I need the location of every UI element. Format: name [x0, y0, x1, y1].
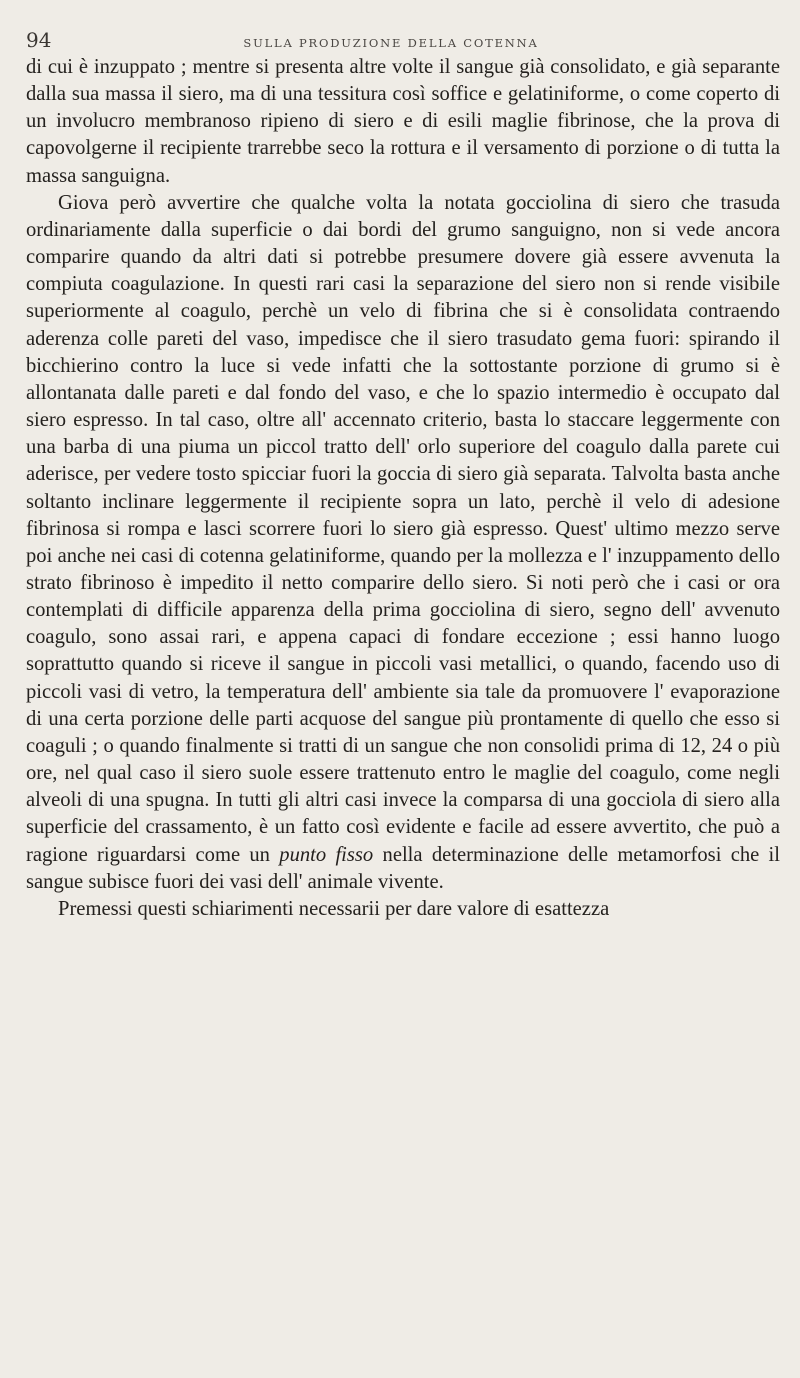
- paragraph-3-text: Premessi questi schiarimenti necessarii per dare valore di esattezza: [58, 897, 610, 920]
- paragraph-2-text: Giova però avvertire che qualche volta la notata gocciolina di siero che trasuda ordinariamente dalla superficie o dai bordi del grumo sanguigno, non si vede ancora comparire quando da altri dati si potrebbe presumere dovere già essere avvenuta la compiuta coagulazione. In questi rari casi la separazione del siero non si rende visibile superiormente al coagulo, perchè un velo di fibrina che si è consolidata contraendo aderenza colle pareti del vaso, impedisce che il siero trasudato gema fuori: spirando il bicchierino contro la luce si vede infatti che la sottostante porzione di grumo si è allontanata dalle pareti e dal fondo del vaso, e che lo spazio intermedio è occupato dal siero espresso. In tal caso, oltre all' accennato criterio, basta lo staccare leggermente con una barba di una piuma un piccol tratto dell' orlo superiore del coagulo dalla parete cui aderisce, per vedere tosto spicciar fuori la goccia di siero già separata. Talvolta basta anche soltanto inclinare leggermente il recipiente sopra un lato, perchè il velo di adesione fibrinosa si rompa e lasci scorrere fuori lo siero già espresso. Quest' ultimo mezzo serve poi anche nei casi di cotenna gelatiniforme, quando per la mollezza e l' inzuppamento dello strato fibrinoso è impedito il netto comparire dello siero. Si noti però che i casi or ora contemplati di difficile apparenza della prima gocciolina di siero, segno dell' avvenuto coagulo, sono assai rari, e appena capaci di fondare eccezione ; essi hanno luogo soprattutto quando si riceve il sangue in piccoli vasi metallici, o quando, facendo uso di piccoli vasi di vetro, la temperatura dell' ambiente sia tale da promuovere l' evaporazione di una certa porzione delle parti acquose del sangue più prontamente di quello che esso si coaguli ; o quando finalmente si tratti di un sangue che non consolidi prima di 12, 24 o più ore, nel qual caso il siero suole essere trattenuto entro le maglie del coagulo, come negli alveoli di una spugna. In tutti gli altri casi invece la comparsa di una gocciola di siero alla superficie del crassamento, è un fatto così evidente e facile ad essere avvertito, che può a ragione riguardarsi come un: [26, 191, 780, 866]
- running-head: [26, 28, 780, 52]
- paragraph-3: [26, 896, 780, 923]
- paragraph-1-text: di cui è inzuppato ; mentre si presenta altre volte il sangue già consolidato, e già separante dalla sua massa il siero, ma di una tessitura così soffice e gelatiniforme, o come coperto di un involucro membranoso ripieno di siero e di esili maglie fibrinose, che la prova di capovolgerne il recipiente trarrebbe seco la rottura e il versamento di porzione o di tutta la massa sanguigna.: [26, 56, 780, 187]
- paragraph-2-text-after: nella determinazione delle metamorfosi che il sangue subisce fuori dei vasi dell' animale vivente.: [26, 843, 780, 893]
- body-text: [26, 54, 780, 923]
- page-number: 94: [26, 28, 52, 52]
- paragraph-2: [26, 190, 780, 896]
- emphasis-punto-fisso: punto fisso: [279, 843, 374, 866]
- paragraph-1: [26, 54, 780, 190]
- running-title: SULLA PRODUZIONE DELLA COTENNA: [243, 36, 539, 50]
